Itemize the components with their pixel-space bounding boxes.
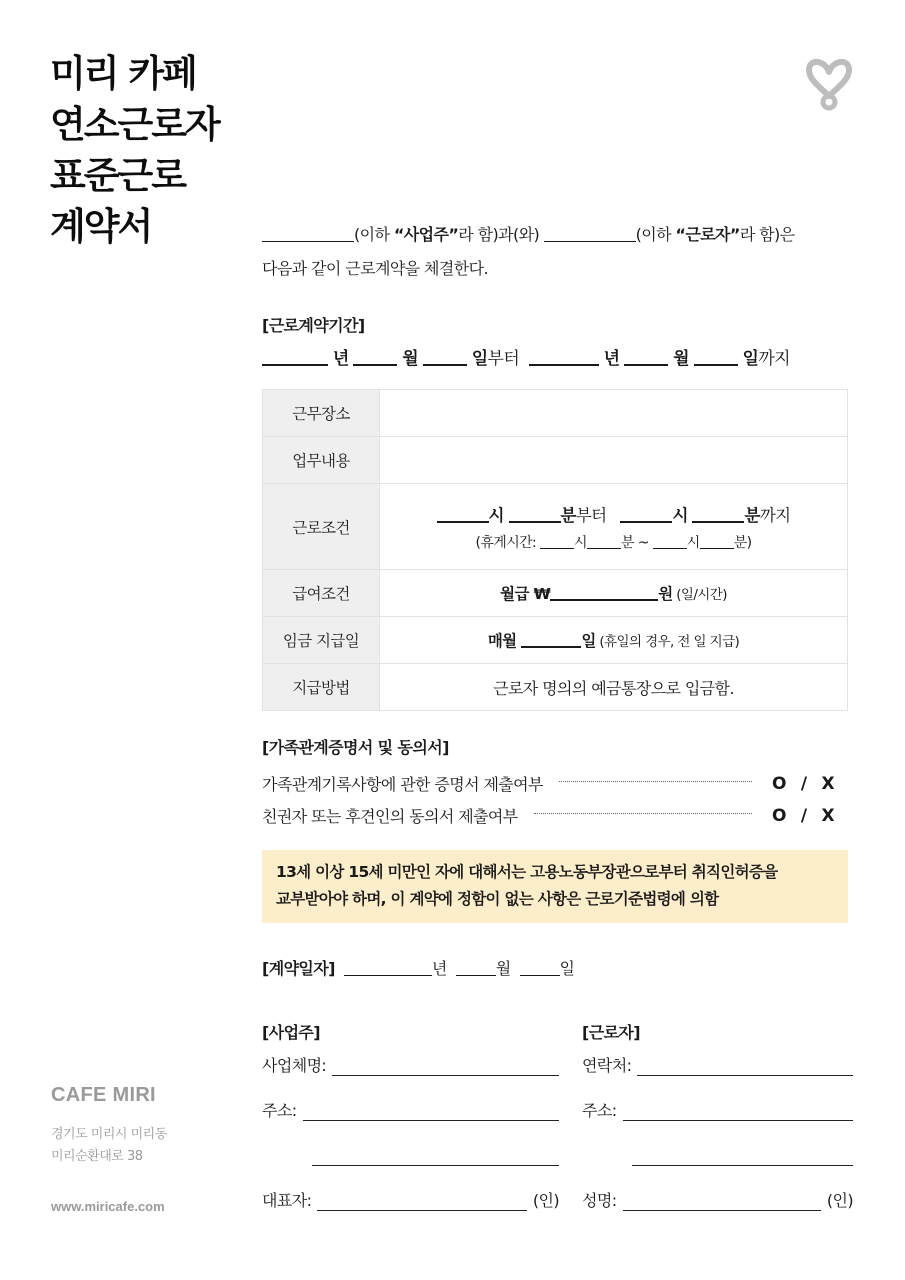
seal-mark: (인)	[826, 1191, 853, 1210]
contract-day-blank[interactable]	[520, 960, 560, 976]
employer-block: [사업주] 사업체명: 주소: 대표자: (인)	[262, 1020, 559, 1211]
worker-heading: [근로자]	[582, 1023, 640, 1042]
title-line-2: 연소근로자	[50, 103, 219, 146]
family-docs-heading: [가족관계증명서 및 동의서]	[262, 738, 449, 757]
table-row	[263, 437, 848, 484]
employer-heading: [사업주]	[262, 1023, 320, 1042]
end-hour-blank[interactable]	[620, 506, 672, 523]
intro-paragraph: (이하 “사업주”라 함)과(와) (이하 “근로자”라 함)은 다음과 같이 근로계약을 체결한다.	[262, 218, 795, 286]
workplace-field[interactable]	[380, 390, 848, 437]
brand-address	[51, 1124, 167, 1168]
document-title	[50, 48, 219, 252]
representative-field[interactable]	[317, 1193, 527, 1211]
worker-block: [근로자] 연락처: 주소: 성명: (인)	[582, 1020, 853, 1211]
contract-date-row: [계약일자] 년 월 일	[262, 959, 575, 978]
worker-name-field[interactable]	[623, 1193, 821, 1211]
row-label: 근로조건	[263, 484, 380, 570]
payday-blank[interactable]	[521, 633, 581, 649]
option-x[interactable]: X	[821, 773, 834, 794]
option-x[interactable]: X	[821, 805, 834, 826]
contract-year-blank[interactable]	[344, 960, 432, 976]
row-label: 지급방법	[263, 664, 380, 711]
table-row	[263, 484, 848, 570]
employer-address-field[interactable]	[303, 1103, 559, 1121]
brand-name: CAFE MIRI	[51, 1084, 156, 1106]
business-name-field[interactable]	[332, 1058, 559, 1076]
break-time: (휴게시간: 시 분 ~ 시 분)	[475, 534, 752, 551]
worker-name-blank[interactable]	[544, 226, 636, 242]
heart-loop-logo-icon	[803, 50, 855, 112]
title-line-4: 계약서	[50, 205, 152, 248]
break-end-hour-blank[interactable]	[653, 535, 687, 549]
contract-period-heading: [근로계약기간]	[262, 316, 365, 335]
contact-field[interactable]	[637, 1058, 853, 1076]
start-day-blank[interactable]	[423, 349, 467, 366]
employer-address-field-2[interactable]	[312, 1148, 559, 1166]
ox-selector: O / X	[772, 773, 834, 794]
row-label: 업무내용	[263, 437, 380, 484]
job-description-field[interactable]	[380, 437, 848, 484]
salary-amount-blank[interactable]	[550, 586, 658, 602]
end-minute-blank[interactable]	[692, 506, 744, 523]
intro-line-2: 다음과 같이 근로계약을 체결한다.	[262, 259, 488, 278]
start-hour-blank[interactable]	[437, 506, 489, 523]
title-line-1: 미리 카페	[50, 52, 196, 95]
payday-cell: 매월 일 (휴일의 경우, 전 일 지급)	[380, 617, 848, 664]
row-label: 급여조건	[263, 570, 380, 617]
table-row	[263, 390, 848, 437]
row-label: 근무장소	[263, 390, 380, 437]
row-label: 임금 지급일	[263, 617, 380, 664]
start-year-blank[interactable]	[262, 349, 328, 366]
payment-method-value: 근로자 명의의 예금통장으로 입금함.	[380, 664, 848, 711]
dotted-leader	[534, 813, 752, 814]
contract-period-row: 년 월 일부터 년 월 일까지	[262, 344, 790, 369]
dotted-leader	[559, 781, 752, 782]
worker-term: “근로자”	[675, 225, 740, 244]
option-o[interactable]: O	[772, 773, 786, 794]
address-line-1: 경기도 미리시 미리동	[51, 1127, 167, 1142]
break-start-minute-blank[interactable]	[587, 535, 621, 549]
worker-address-field-2[interactable]	[632, 1148, 853, 1166]
notice-box: 13세 이상 15세 미만인 자에 대해서는 고용노동부장관으로부터 취직인허증을 교부받아야 하며, 이 계약에 정함이 없는 사항은 근로기준법령에 의함	[262, 850, 848, 923]
end-month-blank[interactable]	[624, 349, 668, 366]
seal-mark: (인)	[532, 1191, 559, 1210]
start-minute-blank[interactable]	[509, 506, 561, 523]
guardian-consent-check-row: 친권자 또는 후견인의 동의서 제출여부 O / X	[262, 805, 834, 826]
end-year-blank[interactable]	[529, 349, 599, 366]
end-day-blank[interactable]	[694, 349, 738, 366]
option-o[interactable]: O	[772, 805, 786, 826]
table-row	[263, 664, 848, 711]
ox-selector: O / X	[772, 805, 834, 826]
terms-table	[262, 389, 848, 711]
table-row	[263, 570, 848, 617]
working-hours-cell: 시 분부터 시 분까지 (휴게시간: 시 분 ~ 시 분)	[380, 484, 848, 570]
break-end-minute-blank[interactable]	[700, 535, 734, 549]
table-row	[263, 617, 848, 664]
employer-term: “사업주”	[393, 225, 459, 244]
family-cert-check-row: 가족관계기록사항에 관한 증명서 제출여부 O / X	[262, 773, 834, 794]
contract-date-label: [계약일자]	[262, 959, 335, 978]
worker-address-field[interactable]	[623, 1103, 853, 1121]
title-line-3: 표준근로	[50, 154, 185, 197]
break-start-hour-blank[interactable]	[540, 535, 574, 549]
address-line-2: 미리순환대로 38	[51, 1149, 143, 1164]
start-month-blank[interactable]	[353, 349, 397, 366]
website-link[interactable]: www.miricafe.com	[51, 1199, 165, 1214]
employer-name-blank[interactable]	[262, 226, 354, 242]
salary-cell: 월급 ₩ 원 (일/시간)	[380, 570, 848, 617]
contract-month-blank[interactable]	[456, 960, 496, 976]
